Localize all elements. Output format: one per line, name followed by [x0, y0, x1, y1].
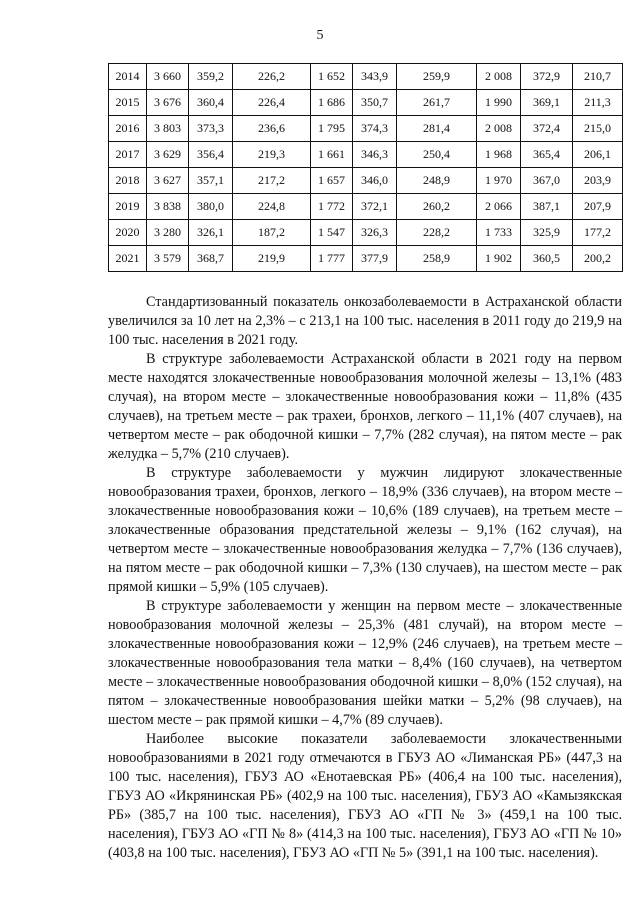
table-cell: 346,3: [353, 142, 397, 168]
table-cell: 228,2: [397, 220, 477, 246]
table-cell: 360,4: [189, 90, 233, 116]
table-row: [109, 220, 623, 246]
table-cell: 1 772: [311, 194, 353, 220]
table-cell: 2017: [109, 142, 147, 168]
table-cell: 210,7: [573, 64, 623, 90]
paragraph: В структуре заболеваемости у мужчин лидируют злокачественные новообразования трахеи, бронхов, легкого – 18,9% (336 случаев), на втором месте – злокачественные новообразования кожи – 10,6% (189 случаев), на третьем месте – злокачественные образования предстательной железы – 9,1% (162 случая), на четвертом месте – злокачественные новообразования желудка – 7,7% (136 случаев), на пятом месте – рак ободочной кишки – 7,3% (130 случаев), на шестом месте – рак прямой кишки – 5,9% (105 случаев).: [108, 465, 622, 595]
table-body: [109, 64, 623, 272]
table-cell: 1 657: [311, 168, 353, 194]
table-cell: 2014: [109, 64, 147, 90]
table-cell: 261,7: [397, 90, 477, 116]
paragraph: В структуре заболеваемости Астраханской области в 2021 году на первом месте находятся злокачественные новообразования молочной железы – 13,1% (483 случая), на втором месте – злокачественные новообразования кожи – 11,8% (435 случаев), на третьем месте – рак трахеи, бронхов, легкого – 11,1% (407 случаев), на четвертом месте – рак ободочной кишки – 7,7% (282 случая), на пятом месте – рак желудка – 5,7% (210 случаев).: [108, 351, 622, 462]
table-row: [109, 194, 623, 220]
table-cell: 326,3: [353, 220, 397, 246]
table-cell: 373,3: [189, 116, 233, 142]
table-cell: 260,2: [397, 194, 477, 220]
table-cell: 1 902: [477, 246, 521, 272]
table-cell: 357,1: [189, 168, 233, 194]
table-cell: 346,0: [353, 168, 397, 194]
table-cell: 2021: [109, 246, 147, 272]
table-cell: 187,2: [233, 220, 311, 246]
table-cell: 2018: [109, 168, 147, 194]
table-cell: 356,4: [189, 142, 233, 168]
table-cell: 248,9: [397, 168, 477, 194]
table-row: [109, 116, 623, 142]
table-cell: 250,4: [397, 142, 477, 168]
table-cell: 200,2: [573, 246, 623, 272]
table-cell: 372,9: [521, 64, 573, 90]
table-cell: 226,2: [233, 64, 311, 90]
table-cell: 369,1: [521, 90, 573, 116]
table-cell: 1 990: [477, 90, 521, 116]
table-cell: 368,7: [189, 246, 233, 272]
paragraph: Стандартизованный показатель онкозаболеваемости в Астраханской области увеличился за 10 лет на 2,3% – с 213,1 на 100 тыс. населения в 2011 году до 219,9 на 100 тыс. населения в 2021 году.: [108, 294, 622, 348]
table-cell: 3 579: [147, 246, 189, 272]
table-cell: 177,2: [573, 220, 623, 246]
table-cell: 387,1: [521, 194, 573, 220]
statistics-table: [108, 63, 623, 272]
table-cell: 217,2: [233, 168, 311, 194]
table-cell: 1 968: [477, 142, 521, 168]
table-cell: 2 066: [477, 194, 521, 220]
table-cell: 3 803: [147, 116, 189, 142]
table-cell: 258,9: [397, 246, 477, 272]
page-number: 5: [316, 28, 324, 43]
table-cell: 367,0: [521, 168, 573, 194]
table-cell: 343,9: [353, 64, 397, 90]
table-cell: 2015: [109, 90, 147, 116]
table-cell: 281,4: [397, 116, 477, 142]
table-cell: 3 660: [147, 64, 189, 90]
table-cell: 2016: [109, 116, 147, 142]
table-cell: 3 627: [147, 168, 189, 194]
table-cell: 1 733: [477, 220, 521, 246]
table-cell: 360,5: [521, 246, 573, 272]
table-cell: 2 008: [477, 116, 521, 142]
table-row: [109, 64, 623, 90]
paragraph: В структуре заболеваемости у женщин на первом месте – злокачественные новообразования молочной железы – 25,3% (481 случай), на втором месте – злокачественные новообразования кожи – 12,9% (246 случаев), на третьем месте – злокачественные новообразования тела матки – 8,4% (160 случаев), на четвертом месте – злокачественные новообразования ободочной кишки – 8,0% (152 случая), на пятом – злокачественные новообразования шейки матки – 5,2% (98 случаев), на шестом месте – рак прямой кишки – 4,7% (89 случаев).: [108, 598, 622, 728]
table-cell: 326,1: [189, 220, 233, 246]
table-cell: 1 547: [311, 220, 353, 246]
table-cell: 236,6: [233, 116, 311, 142]
table-cell: 3 629: [147, 142, 189, 168]
table-cell: 2 008: [477, 64, 521, 90]
table-cell: 372,1: [353, 194, 397, 220]
table-cell: 206,1: [573, 142, 623, 168]
table-cell: 3 280: [147, 220, 189, 246]
table-row: [109, 168, 623, 194]
table-cell: 211,3: [573, 90, 623, 116]
table-row: [109, 142, 623, 168]
table-cell: 374,3: [353, 116, 397, 142]
table-cell: 3 676: [147, 90, 189, 116]
table-cell: 2019: [109, 194, 147, 220]
table-cell: 1 777: [311, 246, 353, 272]
table-cell: 3 838: [147, 194, 189, 220]
body-text: [108, 293, 622, 863]
table-cell: 219,9: [233, 246, 311, 272]
table-cell: 259,9: [397, 64, 477, 90]
table-cell: 1 970: [477, 168, 521, 194]
table-cell: 224,8: [233, 194, 311, 220]
table-row: [109, 90, 623, 116]
table-cell: 1 661: [311, 142, 353, 168]
table-cell: 203,9: [573, 168, 623, 194]
paragraph: Наиболее высокие показатели заболеваемости злокачественными новообразованиями в 2021 году отмечаются в ГБУЗ АО «Лиманская РБ» (447,3 на 100 тыс. населения), ГБУЗ АО «Енотаевская РБ» (406,4 на 100 тыс. населения), ГБУЗ АО «Икрянинская РБ» (402,9 на 100 тыс. населения), ГБУЗ АО «Камызякская РБ» (385,7 на 100 тыс. населения), ГБУЗ АО «ГП № 3» (459,1 на 100 тыс. населения), ГБУЗ АО «ГП № 8» (414,3 на 100 тыс. населения), ГБУЗ АО «ГП № 10» (403,8 на 100 тыс. населения), ГБУЗ АО «ГП № 5» (391,1 на 100 тыс. населения).: [108, 731, 622, 861]
table-cell: 219,3: [233, 142, 311, 168]
table-cell: 1 652: [311, 64, 353, 90]
table-cell: 359,2: [189, 64, 233, 90]
table-cell: 1 686: [311, 90, 353, 116]
table-cell: 350,7: [353, 90, 397, 116]
table-cell: 1 795: [311, 116, 353, 142]
table-cell: 325,9: [521, 220, 573, 246]
table-cell: 377,9: [353, 246, 397, 272]
table-cell: 207,9: [573, 194, 623, 220]
table-cell: 365,4: [521, 142, 573, 168]
table-cell: 2020: [109, 220, 147, 246]
table-cell: 372,4: [521, 116, 573, 142]
table-row: [109, 246, 623, 272]
table-cell: 226,4: [233, 90, 311, 116]
table-cell: 215,0: [573, 116, 623, 142]
table-cell: 380,0: [189, 194, 233, 220]
